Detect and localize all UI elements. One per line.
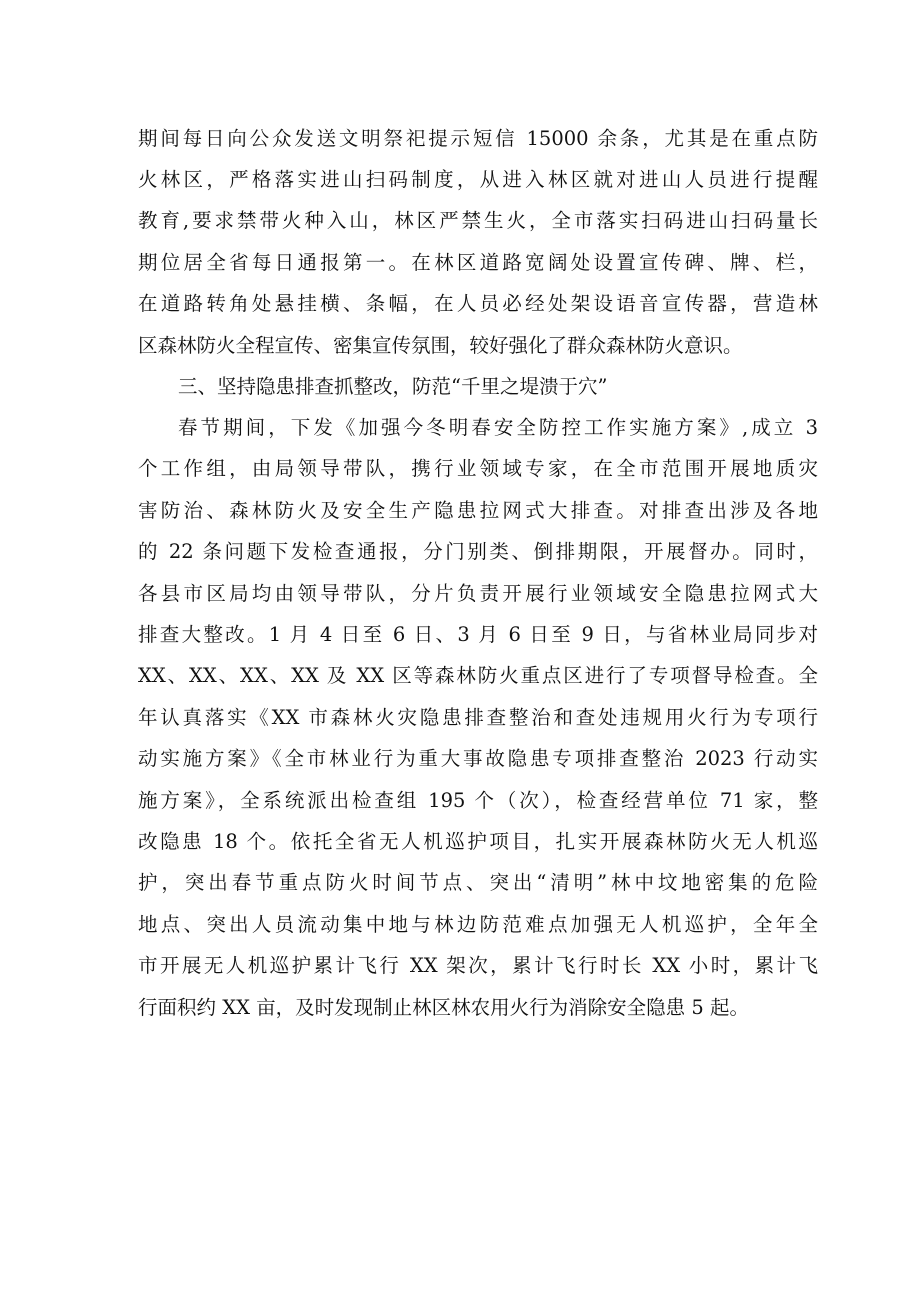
- paragraph-line: 害防治、森林防火及安全生产隐患拉网式大排查。对排查出涉及各地: [138, 499, 818, 522]
- paragraph-line: 市开展无人机巡护累计飞行 XX 架次，累计飞行时长 XX 小时，累计飞: [138, 954, 818, 977]
- paragraph-line: 施方案》，全系统派出检查组 195 个（次），检查经营单位 71 家，整: [138, 789, 818, 812]
- paragraph-line: 教育,要求禁带火种入山，林区严禁生火，全市落实扫码进山扫码量长: [138, 209, 818, 232]
- paragraph-line: 地点、突出人员流动集中地与林边防范难点加强无人机巡护，全年全: [138, 913, 818, 936]
- paragraph-line: 在道路转角处悬挂横、条幅，在人员必经处架设语音宣传器，营造林: [138, 292, 818, 315]
- paragraph-line: 期间每日向公众发送文明祭祀提示短信 15000 余条，尤其是在重点防: [138, 127, 818, 150]
- paragraph-line: 区森林防火全程宣传、密集宣传氛围，较好强化了群众森林防火意识。: [138, 334, 743, 357]
- paragraph-line: 的 22 条问题下发检查通报，分门别类、倒排期限，开展督办。同时，: [138, 540, 818, 563]
- paragraph-line: 改隐患 18 个。依托全省无人机巡护项目，扎实开展森林防火无人机巡: [138, 830, 818, 853]
- paragraph-line: 排查大整改。1 月 4 日至 6 日、3 月 6 日至 9 日，与省林业局同步对: [138, 623, 818, 646]
- paragraph-line: 期位居全省每日通报第一。在林区道路宽阔处设置宣传碑、牌、栏，: [138, 251, 818, 274]
- paragraph-line: 动实施方案》《全市林业行为重大事故隐患专项排查整治 2023 行动实: [138, 747, 818, 770]
- paragraph-line: 行面积约 XX 亩，及时发现制止林区林农用火行为消除安全隐患 5 起。: [138, 996, 749, 1019]
- paragraph-line: 年认真落实《XX 市森林火灾隐患排查整治和查处违规用火行为专项行: [138, 706, 818, 729]
- paragraph-line: 护，突出春节重点防火时间节点、突出“清明”林中坟地密集的危险: [138, 871, 818, 894]
- section-heading: 三、坚持隐患排查抓整改，防范“千里之堤溃于穴”: [178, 375, 608, 398]
- paragraph-line: 春节期间，下发《加强今冬明春安全防控工作实施方案》,成立 3: [178, 416, 818, 439]
- paragraph-line: 火林区，严格落实进山扫码制度，从进入林区就对进山人员进行提醒: [138, 168, 818, 191]
- paragraph-line: 个工作组，由局领导带队，携行业领域专家，在全市范围开展地质灾: [138, 457, 818, 480]
- paragraph-line: 各县市区局均由领导带队，分片负责开展行业领域安全隐患拉网式大: [138, 582, 818, 605]
- paragraph-line: XX、XX、XX、XX 及 XX 区等森林防火重点区进行了专项督导检查。全: [138, 664, 818, 687]
